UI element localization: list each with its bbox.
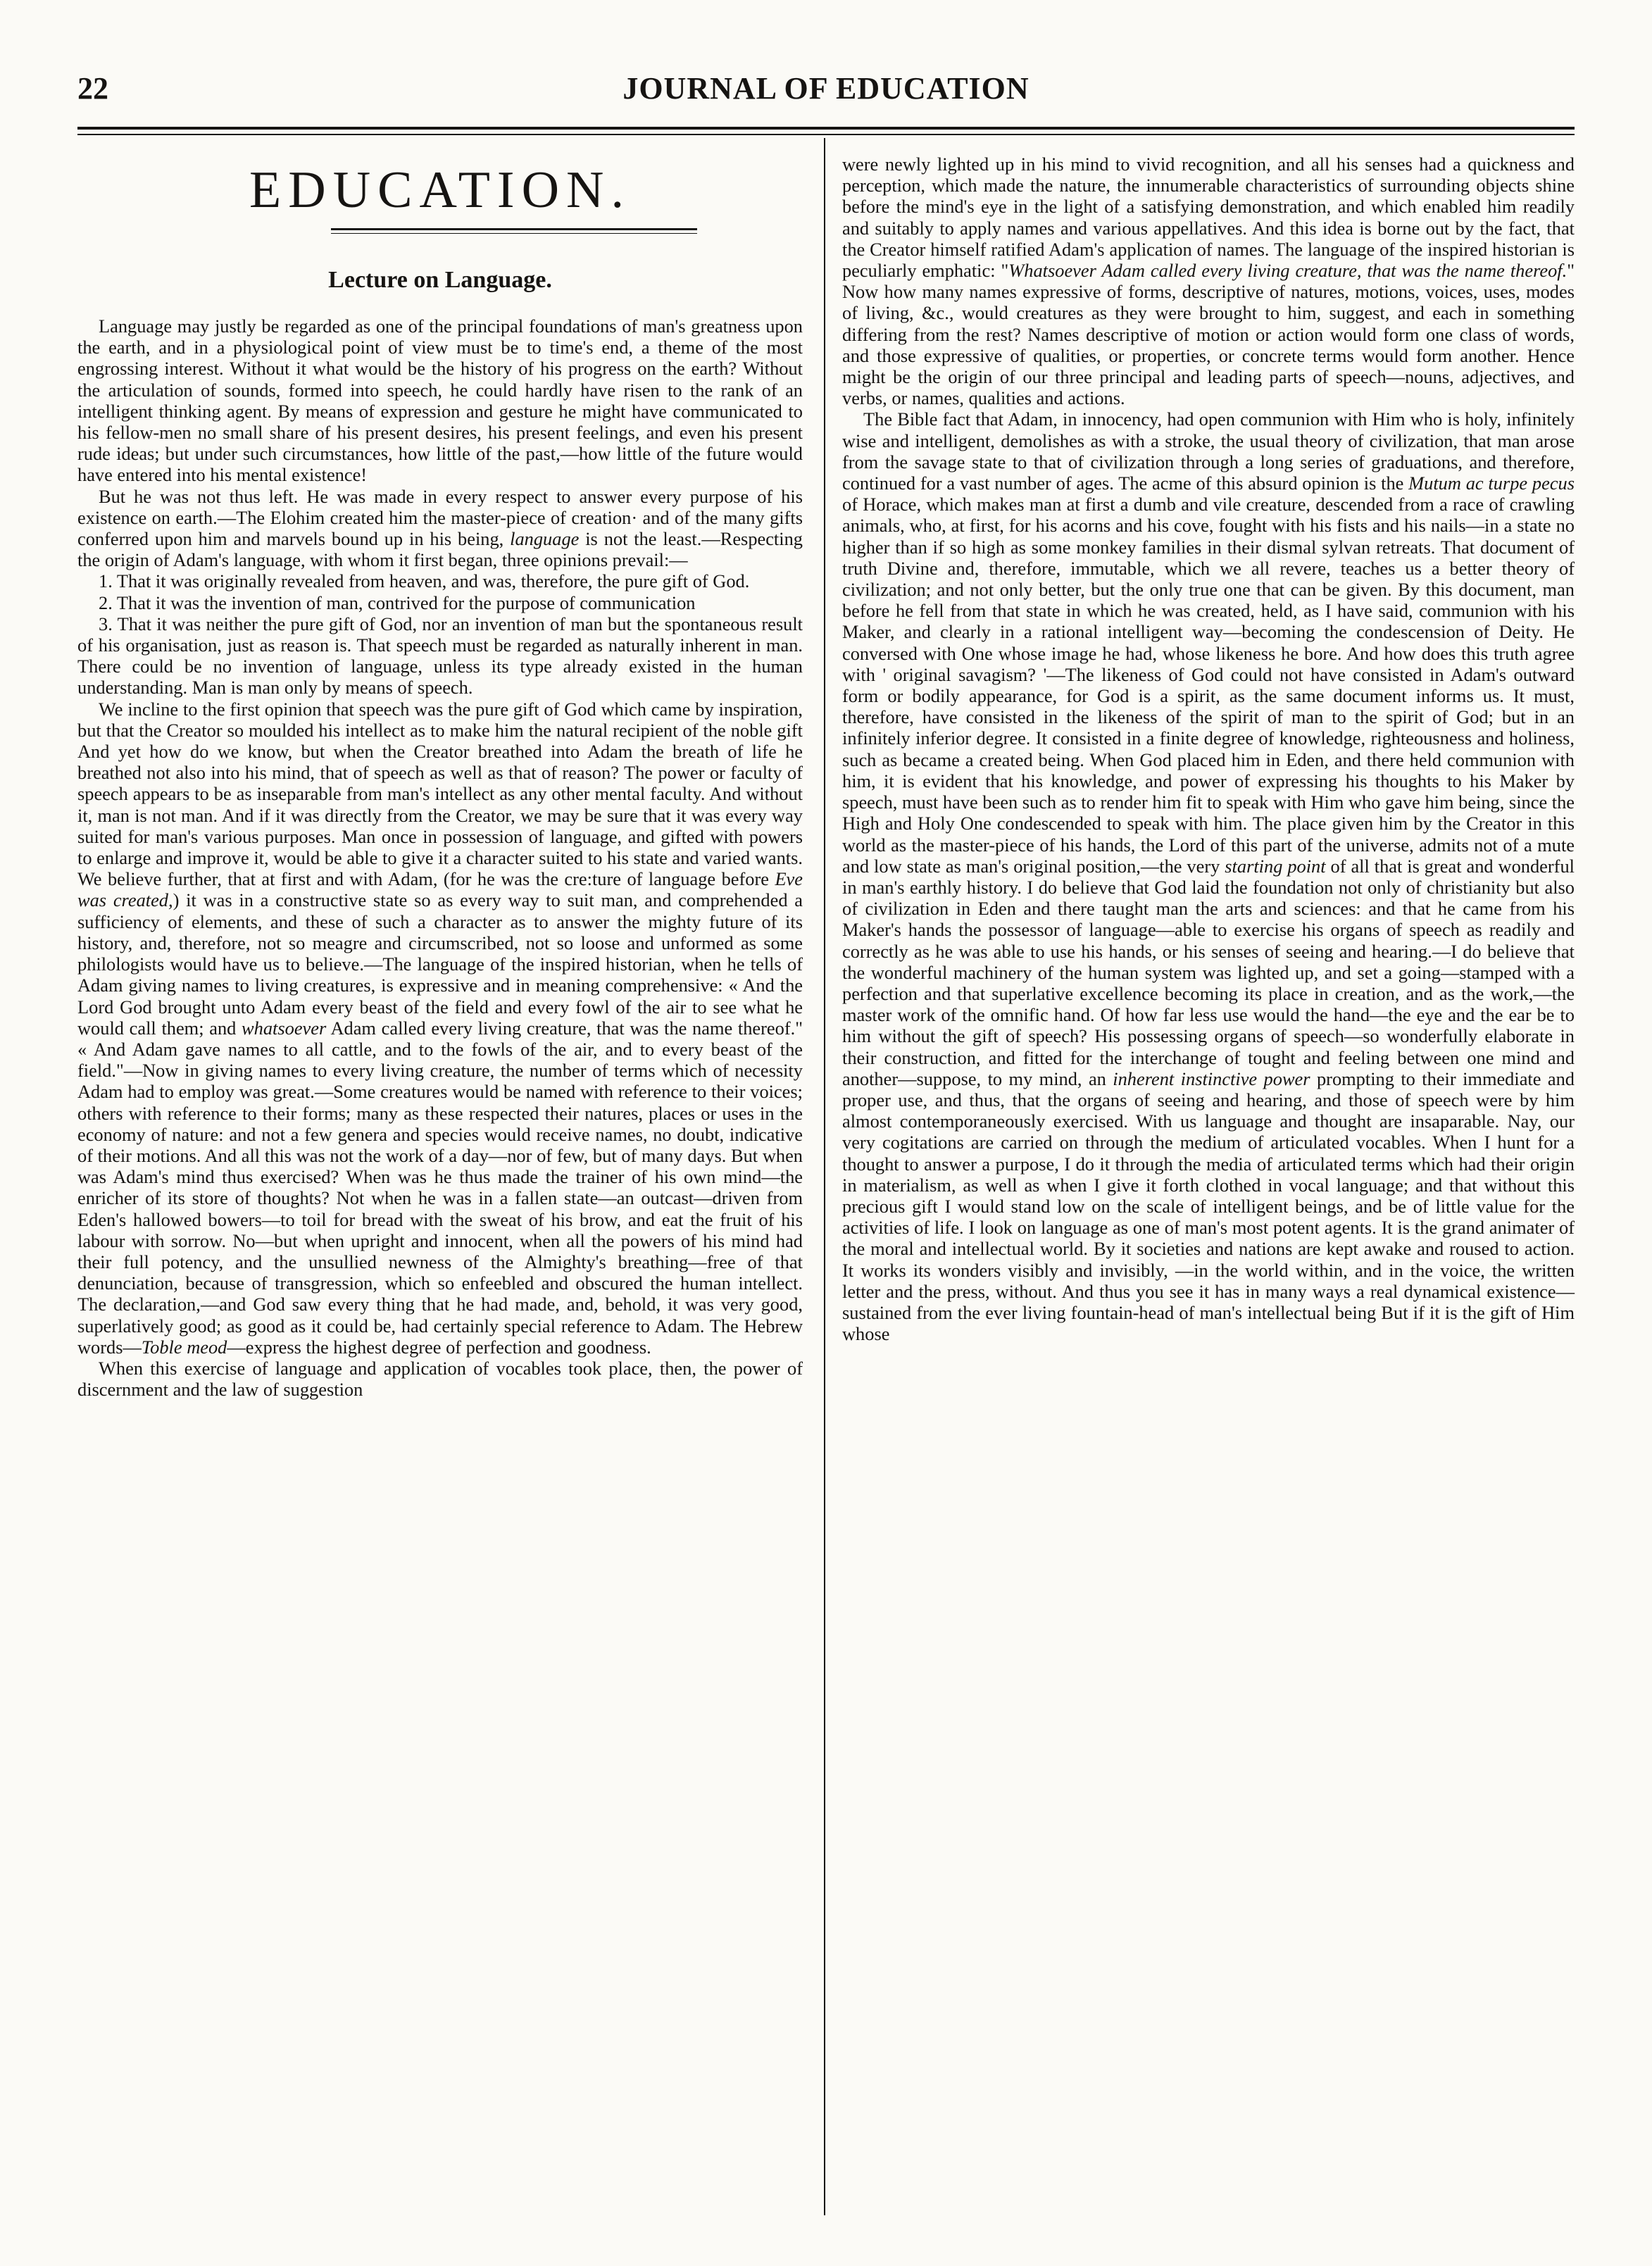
running-head — [77, 70, 1575, 113]
list-item: 1. That it was originally revealed from heaven, and was, therefore, the pure gift of God. — [99, 570, 750, 592]
paragraph: When this exercise of language and application of vocables took place, then, the power of discernment and the law of suggestion — [77, 1357, 803, 1401]
paragraph: Language may justly be regarded as one of the principal foundations of man's greatness upon the earth, and in a physiological point of view must be to time's end, a theme of the most engrossing interest. Without it what would be the history of his progress on the earth? Without the articulation of sounds, formed into speech, he could hardly have risen to the rank of an intelligent thinking agent. By means of expression and gesture he might have communicated to his fellow-men no small share of his present desires, his present feelings, and even his present rude ideas; but under such circumstances, how little of the past,—how little of the future would have entered into his mental existence! — [77, 315, 803, 486]
page-number: 22 — [77, 71, 108, 106]
left-column — [77, 148, 803, 1400]
paragraph: We incline to the first opinion that speech was the pure gift of God which came by inspiration, but that the Creator so moulded his intellect as to make him the natural recipient of the noble gift And yet how do we know, but when the Creator breathed into Adam the breath of life he breathed not also into his mind, that of speech as well as that of reason? The power or faculty of speech appears to be as inseparable from man's intellect as any other mental faculty. And without it, man is not man. And if it was directly from the Creator, we may be sure that it was every way suited for man's various purposes. Man once in possession of language, and gifted with powers to enlarge and improve it, would be able to give it a character suited to his state and varied wants. We believe further, that at first and with Adam, (for he was the cre:ture of language before Eve was created,) it was in a constructive state so as every way to suit man, and comprehended a sufficiency of elements, and these of such a character as to answer the mighty future of its history, and, therefore, not so meagre and circumscribed, not so loose and unformed as some philologists would have us to believe.—The language of the inspired historian, when he tells of Adam giving names to living creatures, is expressive and in meaning comprehensive: « And the Lord God brought unto Adam every beast of the field and every fowl of the air to see what he would call them; and whatsoever Adam called every living creature, that was the name thereof." « And Adam gave names to all cattle, and to the fowls of the air, and to every beast of the field."—Now in giving names to every living creature, the number of terms which of necessity Adam had to employ was great.—Some creatures would be named with reference to their voices; others with reference to their forms; many as these respected their natures, places or uses in the economy of nature: and not a few genera and species would receive names, no doubt, indicative of their motions. And all this was not the work of a day—nor of few, but of many days. But when was Adam's mind thus exercised? When was he thus made the trainer of his own mind—the enricher of its store of thoughts? Not when he was in a fallen state—an outcast—driven from Eden's hallowed bowers—to toil for bread with the sweat of his brow, and eat the fruit of his labour with sorrow. No—but when upright and innocent, when all the powers of his mind had their full potency, and the unsullied newness of the Almighty's breathing—free of that denunciation, because of transgression, which so enfeebled and obscured the human intellect. The declaration,—and God saw every thing that he had made, and, behold, it was very good, superlatively good; as good as it could be, had certainly special reference to Adam. The Hebrew words—Toble meod—express the highest degree of perfection and goodness. — [77, 698, 803, 1358]
list-item: 2. That it was the invention of man, contrived for the purpose of communication — [99, 591, 696, 613]
article-title: Lecture on Language. — [328, 267, 552, 293]
paragraph: were newly lighted up in his mind to vivid recognition, and all his senses had a quickness and perception, which made the nature, the innumerable characteristics of surrounding objects shine before the mind's eye in the light of a satisfying demonstration, and which enabled him readily and suitably to apply names and various appellatives. And this idea is borne out by the fact, that the Creator himself ratified Adam's application of names. The language of the inspired historian is peculiarly emphatic: "Whatsoever Adam called every living creature, that was the name thereof." Now how many names expressive of forms, descriptive of natures, motions, voices, uses, modes of living, &c., would creatures as they were brought to him, suggest, and each in something differing from the rest? Names descriptive of motion or action would form one class of words, and those expressive of qualities, or properties, or concrete terms would form another. Hence might be the origin of our three principal and leading parts of speech—nouns, adjectives, and verbs, or names, qualities and actions. — [842, 154, 1575, 409]
right-column — [842, 154, 1575, 1344]
section-title: EDUCATION. — [249, 161, 631, 219]
column-divider — [824, 138, 825, 2215]
paragraph: But he was not thus left. He was made in every respect to answer every purpose of his existence on earth.—The Elohim created him the master-piece of creation· and of the many gifts conferred upon him and marvels bound up in his being, language is not the least.—Respecting the origin of Adam's language, with whom it first began, three opinions prevail:— — [77, 485, 803, 571]
paragraph: The Bible fact that Adam, in innocency, had open communion with Him who is holy, infinitely wise and intelligent, demolishes as with a stroke, the usual theory of civilization, that man arose from the savage state to that of civilization through a long series of graduations, and therefore, continued for a vast number of ages. The acme of this absurd opinion is the Mutum ac turpe pecus of Horace, which makes man at first a dumb and vile creature, descended from a race of crawling animals, who, at first, for his acorns and his cove, fought with his fists and his nails—in a state no higher than if so high as some monkey families in their dismal sylvan retreats. That document of truth Divine and, therefore, immutable, which we all revere, teaches us a better theory of civilization; and not only better, but the only true one that can be given. By this document, man before he fell from that state in which he was created, held, as I have said, communion with his Maker, and clearly in a rational intelligent way—becoming the condescension of Deity. He conversed with One whose image he had, whose likeness he bore. And how does this truth agree with ' original savagism? '—The likeness of God could not have consisted in Adam's outward form or bodily appearance, for God is a spirit, as the same document informs us. It must, therefore, have consisted in the likeness of the spirit of man to the spirit of God; but in an infinitely inferior degree. It consisted in a finite degree of knowledge, righteousness and holiness, such as became a created being. When God placed him in Eden, and there held communion with him, it is evident that his knowledge, and power of expressing his thoughts to his Maker by speech, must have been such as to render him fit to speak with Him who gave him being, since the High and Holy One condescended to speak with him. The place given him by the Creator in this world as the master-piece of his hands, the Lord of this part of the universe, admits not of a mute and low state as man's original position,—the very starting point of all that is great and wonderful in man's earthly history. I do believe that God laid the foundation not only of christianity but also of civilization in Eden and there taught man the arts and sciences: and that he came from his Maker's hands the possessor of language—able to exercise his organs of speech as readily and correctly as he was able to use his hands, or his senses of seeing and hearing.—I do believe that the wonderful machinery of the human system was lighted up, and set a going—stamped with a perfection and that superlative excellence becoming its place in creation, and as the work,—the master work of the omnific hand. Of how far less use would the hand—the eye and the ear be to him without the gift of speech? His possessing organs of speech—so wonderfully elaborate in their construction, and fitted for the interchange of tought and feeling between one mind and another—suppose, to my mind, an inherent instinctive power prompting to their immediate and proper use, and thus, that the organs of seeing and hearing, and those of speech were by him almost contemporaneously exercised. With us language and thought are insaparable. Nay, our very cogitations are carried on through the medium of articulated vocables. When I hunt for a thought to answer a purpose, I do it through the media of articulated terms which had their origin in materialism, as well as when I give it forth clothed in vocal language; and that without this precious gift I would stand low on the scale of intelligent beings, and be of little value for the activities of life. I look on language as one of man's most potent agents. It is the grand animater of the moral and intellectual world. By it societies and nations are kept awake and roused to action. It works its wonders visibly and invisibly, —in the world within, and in the voice, the written letter and the press, without. And thus you see it has in many ways a real dynamical existence—sustained from the ever living fountain-head of man's intellectual being But if it is the gift of Him whose — [842, 408, 1575, 1345]
header-rule — [77, 127, 1575, 135]
journal-title: JOURNAL OF EDUCATION — [622, 71, 1030, 106]
section-rule — [331, 228, 697, 234]
list-item: 3. That it was neither the pure gift of God, nor an invention of man but the spontaneous result of his organisation, just as reason is. That speech must be regarded as naturally inherent in man. There could be no invention of language, unless its type already existed in the human understanding. Man is man only by means of speech. — [77, 613, 803, 699]
